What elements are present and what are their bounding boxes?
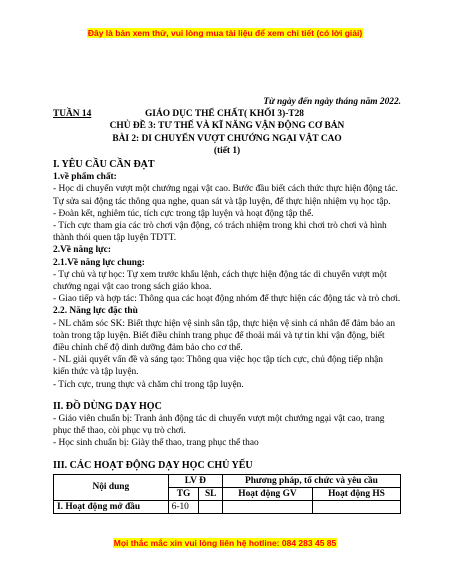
paragraph: - Học di chuyển vượt một chướng ngại vật cao. Bước đầu biết cách thức thực hiện động tác. Tự sửa sai động tác thông qua nghe, quan sát và tập luyện, để thực hiện nhiệm vụ học tập. (53, 184, 398, 207)
qualities-heading: 1.về phẩm chất: (53, 172, 117, 183)
header-tg: TG (168, 487, 199, 500)
paragraph: - Tự chủ và tự học: Tự xem trước khẩu lệnh, cách thực hiện động tác di chuyển vượt một chướng ngại vật cao trong sách giáo khoa. (53, 269, 387, 293)
section-materials-heading: II. ĐỒ DÙNG DẠY HỌC (53, 400, 162, 412)
row-sl (199, 500, 223, 513)
header-lvd: LV Đ (168, 474, 222, 487)
title-row (53, 108, 401, 120)
header-method: Phương pháp, tổ chức và yêu cầu (222, 474, 400, 487)
topic-title: CHỦ ĐỀ 3: TƯ THẾ VÀ KĨ NĂNG VẬN ĐỘNG CƠ BẢN (109, 121, 345, 132)
header-gv: Hoạt động GV (222, 487, 312, 500)
row-hs (313, 500, 401, 513)
header-hs: Hoạt động HS (313, 487, 401, 500)
preview-banner-text: Đây là bản xem thử, vui lòng mua tài liệu để xem chi tiết (có lời giải) (87, 28, 363, 38)
hotline-banner-text: Mọi thắc mắc xin vui lòng liên hệ hotline: 084 283 45 85 (113, 538, 337, 548)
paragraph: - NL giải quyết vấn đề và sáng tạo: Thông qua việc học tập tích cực, chủ động tiếp nhận kiến thức và tập luyện. (53, 355, 383, 378)
general-competence-heading: 2.1.Về năng lực chung: (53, 257, 145, 268)
table-row (54, 500, 401, 513)
subject-title: GIÁO DỤC THỂ CHẤT( KHỐI 3)-T28 (145, 109, 304, 120)
preview-banner (0, 28, 450, 38)
document-page (53, 96, 401, 514)
hotline-banner (0, 538, 450, 548)
row-gv (222, 500, 312, 513)
specific-competence-heading: 2.2. Năng lực đặc thù (53, 306, 138, 317)
competence-heading: 2.Về năng lực: (53, 245, 111, 256)
paragraph: - NL chăm sóc SK: Biết thực hiện vệ sinh sân tập, thực hiện vệ sinh cá nhân để đảm bảo an toàn trong tập luyện. Biết điều chỉnh trang phục để thoải mái và tự tin khi vận động, biết điều chỉnh chế độ dinh dưỡng đảm bảo cho cơ thể. (53, 318, 396, 354)
section-requirements-heading: I. YÊU CẦU CẦN ĐẠT (53, 159, 155, 171)
paragraph: - Giáo viên chuẩn bị: Tranh ảnh động tác di chuyển vượt một chướng ngại vật cao, trang phục thể thao, còi phục vụ trò chơi. (53, 414, 385, 437)
paragraph: - Giao tiếp và hợp tác: Thông qua các hoạt động nhóm để thực hiện các động tác và trò chơi. (53, 294, 401, 305)
row-tg: 6-10 (168, 500, 199, 513)
header-content: Nội dung (54, 474, 169, 500)
period-label: (tiết 1) (213, 145, 241, 156)
paragraph: - Tích cực, trung thực và chăm chỉ trong tập luyện. (53, 379, 244, 390)
week-label: TUẦN 14 (53, 109, 92, 120)
lesson-title: BÀI 2: DI CHUYỂN VƯỢT CHƯỚNG NGẠI VẬT CAO (112, 133, 342, 144)
row-content: I. Hoạt động mở đầu (54, 500, 169, 513)
activities-table (53, 474, 401, 514)
paragraph: - Tích cực tham gia các trò chơi vận động, có trách nhiệm trong khi chơi trò chơi và hình thành thói quen tập luyện TDTT. (53, 221, 387, 244)
paragraph: - Đoàn kết, nghiêm túc, tích cực trong tập luyện và hoạt động tập thể. (53, 208, 314, 219)
header-sl: SL (199, 487, 223, 500)
paragraph: - Học sinh chuẩn bị: Giày thể thao, trang phục thể thao (53, 438, 259, 449)
date-line: Từ ngày đến ngày tháng năm 2022. (263, 97, 401, 107)
section-activities-heading: III. CÁC HOẠT ĐỘNG DẠY HỌC CHỦ YẾU (53, 459, 253, 471)
